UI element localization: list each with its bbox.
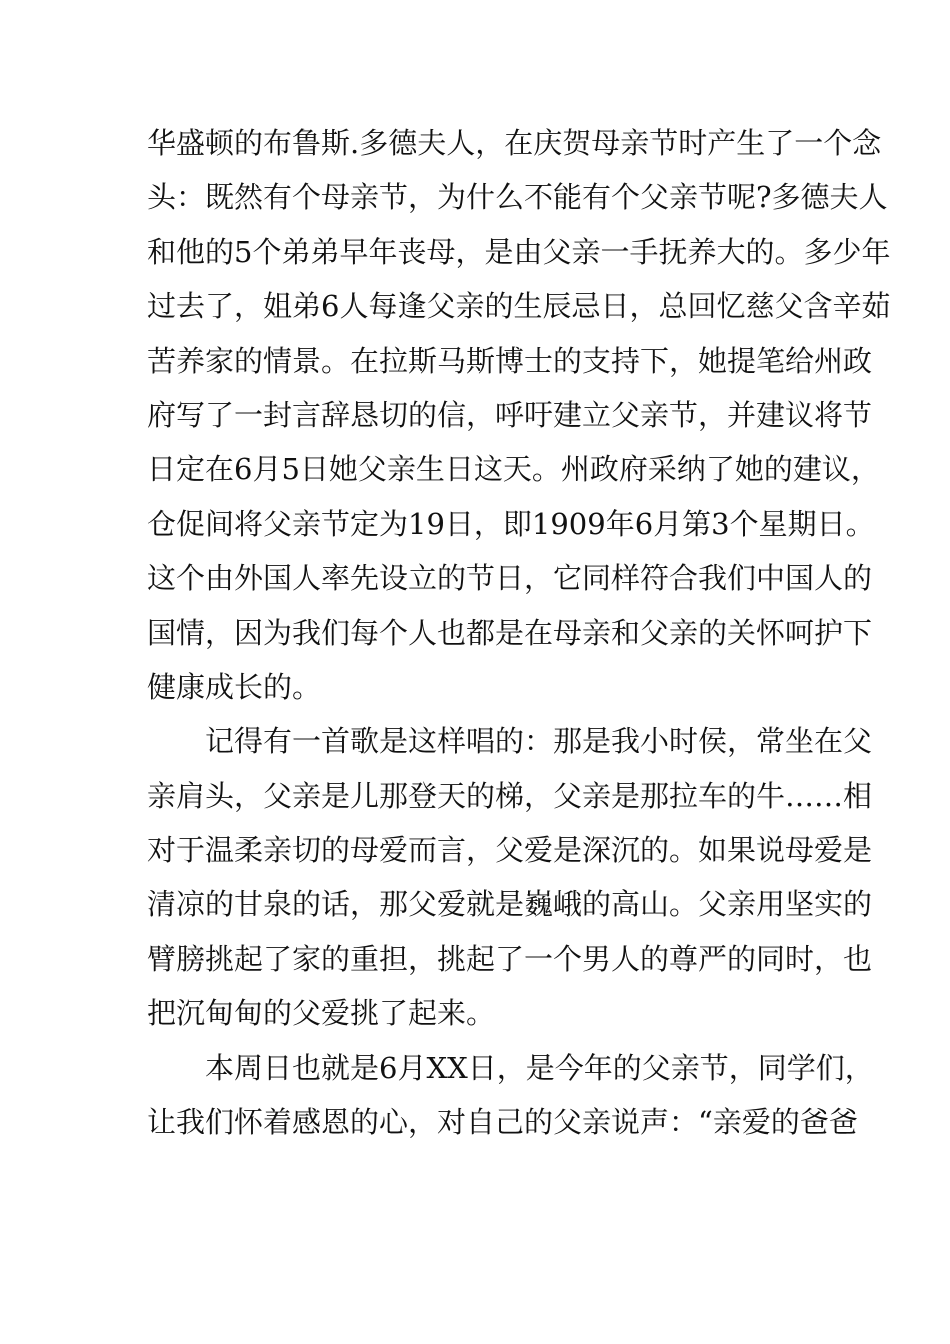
text-line: 日定在6月5日她父亲生日这天。州政府采纳了她的建议， <box>147 452 880 487</box>
paragraph-father-day-origin <box>147 116 891 714</box>
text-line: 让我们怀着感恩的心，对自己的父亲说声：“亲爱的爸爸 <box>147 1105 858 1140</box>
text-line: 府写了一封言辞恳切的信，呼吁建立父亲节，并建议将节 <box>147 397 873 432</box>
text-line: 华盛顿的布鲁斯.多德夫人，在庆贺母亲节时产生了一个念 <box>147 126 882 160</box>
document-body <box>147 116 891 1149</box>
text-line: 本周日也就是6月XX日，是今年的父亲节，同学们， <box>205 1050 874 1085</box>
text-line: 苦养家的情景。在拉斯马斯博士的支持下，她提笔给州政 <box>147 343 873 378</box>
text-line: 把沉甸甸的父爱挑了起来。 <box>147 996 496 1031</box>
text-line: 对于温柔亲切的母爱而言，父爱是深沉的。如果说母爱是 <box>147 833 873 868</box>
text-line: 仓促间将父亲节定为19日，即1909年6月第3个星期日。 <box>147 506 875 541</box>
text-line: 亲肩头，父亲是儿那登天的梯，父亲是那拉车的牛……相 <box>147 778 873 813</box>
paragraph-song-fatherly-love <box>147 714 873 1040</box>
text-line: 过去了，姐弟6人每逢父亲的生辰忌日，总回忆慈父含辛茹 <box>147 289 891 324</box>
text-line: 清凉的甘泉的话，那父爱就是巍峨的高山。父亲用坚实的 <box>147 887 873 922</box>
text-line: 和他的5个弟弟早年丧母，是由父亲一手抚养大的。多少年 <box>147 234 891 269</box>
text-line: 臂膀挑起了家的重担，挑起了一个男人的尊严的同时，也 <box>147 941 873 976</box>
text-line: 健康成长的。 <box>147 669 322 704</box>
text-line: 头：既然有个母亲节，为什么不能有个父亲节呢?多德夫人 <box>147 180 888 215</box>
paragraph-this-sunday <box>147 1041 874 1150</box>
text-line: 记得有一首歌是这样唱的：那是我小时侯，常坐在父 <box>205 724 873 759</box>
text-line: 这个由外国人率先设立的节日，它同样符合我们中国人的 <box>147 561 873 596</box>
text-line: 国情，因为我们每个人也都是在母亲和父亲的关怀呵护下 <box>147 615 873 650</box>
